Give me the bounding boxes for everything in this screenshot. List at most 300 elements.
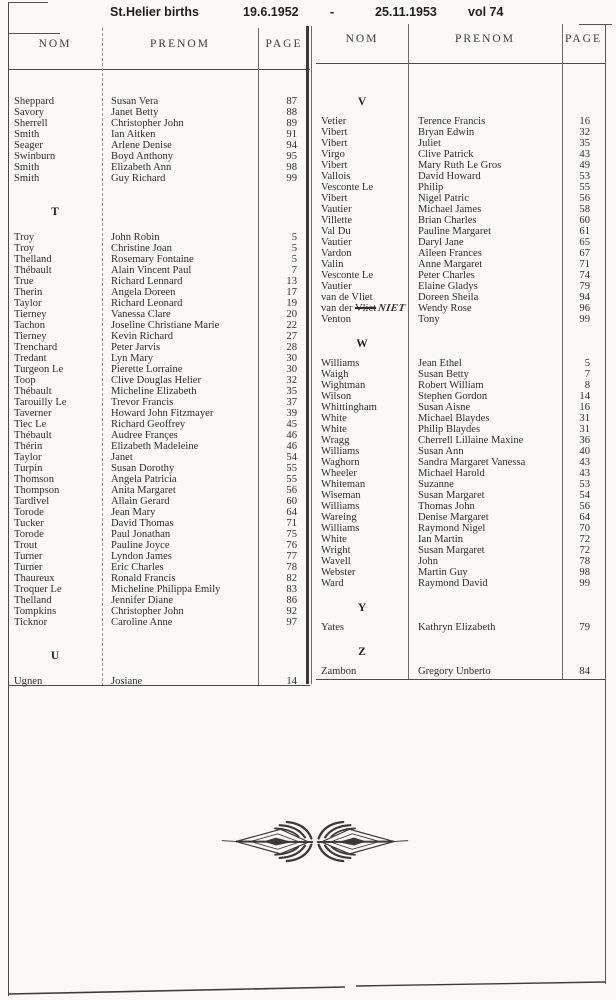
cell-prenom: Gregory Unberto: [418, 666, 491, 677]
cell-page: 27: [286, 331, 297, 342]
cell-page: 95: [286, 151, 297, 162]
cell-page: 82: [286, 573, 297, 584]
cell-prenom: Ian Aitken: [111, 129, 156, 140]
cell-nom: Waghorn: [321, 457, 360, 468]
cell-page: 97: [286, 617, 297, 628]
register-table-right: [316, 90, 605, 680]
cell-nom: White: [321, 413, 347, 424]
cell-nom: Tompkins: [14, 606, 57, 617]
cell-prenom: Tony: [418, 314, 440, 325]
table-row: [316, 578, 605, 589]
table-row: [316, 556, 605, 567]
cell-nom: Thelland: [14, 254, 52, 265]
cell-page: 19: [286, 298, 297, 309]
table-row: [8, 474, 310, 485]
cell-page: 16: [579, 402, 590, 413]
cell-page: 14: [579, 391, 590, 402]
table-row: [8, 254, 310, 265]
column-header-prenom: PRENOM: [455, 33, 515, 45]
cell-page: 16: [579, 116, 590, 127]
table-row: [316, 512, 605, 523]
cell-page: 32: [286, 375, 297, 386]
cell-page: 61: [579, 226, 590, 237]
cell-page: 5: [291, 254, 297, 265]
cell-nom: Vibert: [321, 138, 348, 149]
cell-nom: Yates: [321, 622, 345, 633]
cell-page: 39: [286, 408, 297, 419]
cell-prenom: Caroline Anne: [111, 617, 173, 628]
cell-prenom: Raymond Nigel: [418, 523, 486, 534]
cell-prenom: Anne Margaret: [418, 259, 483, 270]
cell-prenom: Susan Vera: [111, 96, 159, 107]
cell-nom: Vautier: [321, 204, 352, 215]
cell-nom: Savory: [14, 107, 45, 118]
cell-prenom: Richard Leonard: [111, 298, 183, 309]
cell-nom: Torode: [14, 507, 44, 518]
cell-nom: Vibert: [321, 160, 348, 171]
table-row: [8, 551, 310, 562]
cell-page: 67: [579, 248, 590, 259]
cell-nom: Thébault: [14, 430, 52, 441]
section-letter: Z: [358, 646, 366, 658]
table-row: [316, 457, 605, 468]
cell-page: 91: [286, 129, 297, 140]
cell-page: 7: [291, 265, 297, 276]
cell-prenom: John: [418, 556, 439, 567]
cell-prenom: Wendy Rose: [418, 303, 472, 314]
cell-prenom: Denise Margaret: [418, 512, 489, 523]
table-row: [8, 364, 310, 375]
page-border-right: [605, 24, 606, 984]
table-row: [316, 248, 605, 259]
cell-prenom: Anita Margaret: [111, 485, 176, 496]
cell-nom: Thomson: [14, 474, 55, 485]
cell-nom: Taylor: [14, 298, 42, 309]
cell-nom: Wilson: [321, 391, 352, 402]
cell-prenom: Suzanne: [418, 479, 454, 490]
table-row: [316, 204, 605, 215]
table-row: [8, 96, 310, 107]
cell-page: 88: [286, 107, 297, 118]
cell-prenom: Robert William: [418, 380, 484, 391]
volume-label: vol 74: [468, 5, 504, 19]
date-to: 25.11.1953: [375, 5, 437, 19]
cell-nom: Ugnen: [14, 676, 43, 687]
cell-nom: Troquer Le: [14, 584, 62, 595]
cell-nom: Smith: [14, 173, 40, 184]
cell-page: 28: [286, 342, 297, 353]
table-row: [8, 173, 310, 184]
table-row: [316, 116, 605, 127]
cell-prenom: Sandra Margaret Vanessa: [418, 457, 526, 468]
cell-prenom: Doreen Sheila: [418, 292, 479, 303]
corner-tick: [8, 33, 60, 34]
cell-page: 45: [286, 419, 297, 430]
table-row: [316, 215, 605, 226]
cell-nom: van der VlietNIET: [321, 303, 407, 314]
cell-nom: Vesconte Le: [321, 182, 374, 193]
cell-nom: van de Vliet: [321, 292, 373, 303]
cell-nom: Vetier: [321, 116, 347, 127]
cell-page: 60: [579, 215, 590, 226]
cell-prenom: Elaine Gladys: [418, 281, 478, 292]
cell-page: 60: [286, 496, 297, 507]
cell-nom: Vesconte Le: [321, 270, 374, 281]
table-row: [8, 265, 310, 276]
table-row: [8, 463, 310, 474]
cell-page: 76: [286, 540, 297, 551]
cell-nom: Whiteman: [321, 479, 366, 490]
cell-prenom: Christopher John: [111, 606, 184, 617]
cell-nom: Vibert: [321, 127, 348, 138]
cell-page: 78: [286, 562, 297, 573]
date-from: 19.6.1952: [243, 5, 299, 19]
cell-prenom: Angela Patricia: [111, 474, 177, 485]
table-row: [316, 501, 605, 512]
struck-text: Vliet: [354, 303, 377, 314]
cell-prenom: David Howard: [418, 171, 481, 182]
table-row: [8, 309, 310, 320]
cell-nom: Wightman: [321, 380, 366, 391]
table-row: [316, 138, 605, 149]
table-row: [8, 331, 310, 342]
table-row: [316, 237, 605, 248]
cell-nom: Wright: [321, 545, 351, 556]
cell-page: 54: [286, 452, 297, 463]
cell-nom: Turner: [14, 551, 43, 562]
cell-prenom: Susan Margaret: [418, 545, 485, 556]
table-row: [316, 369, 605, 380]
cell-nom: Tardivel: [14, 496, 50, 507]
cell-prenom: Susan Aisne: [418, 402, 471, 413]
cell-page: 55: [286, 474, 297, 485]
cell-prenom: Trevor Francis: [111, 397, 174, 408]
table-row: [316, 446, 605, 457]
cell-nom: Virgo: [321, 149, 345, 160]
cell-page: 8: [584, 380, 590, 391]
cell-prenom: Boyd Anthony: [111, 151, 174, 162]
cell-nom: Thompson: [14, 485, 60, 496]
cell-prenom: Martin Guy: [418, 567, 468, 578]
cell-nom: Val Du: [321, 226, 351, 237]
cell-nom: Tierney: [14, 309, 47, 320]
table-row: [8, 375, 310, 386]
table-row: [316, 171, 605, 182]
cell-prenom: Vanessa Clare: [111, 309, 171, 320]
table-row: [316, 435, 605, 446]
cell-prenom: Elizabeth Madeleine: [111, 441, 199, 452]
cell-prenom: Thomas John: [418, 501, 475, 512]
cell-prenom: Mary Ruth Le Gros: [418, 160, 502, 171]
table-row: [8, 162, 310, 173]
cell-nom: Ticknor: [14, 617, 48, 628]
cell-nom: Taverner: [14, 408, 52, 419]
column-header-nom: NOM: [345, 33, 379, 45]
cell-prenom: Jean Ethel: [418, 358, 462, 369]
cell-page: 78: [579, 556, 590, 567]
column-header-prenom: PRENOM: [150, 38, 210, 50]
table-row: [8, 140, 310, 151]
cell-page: 72: [579, 534, 590, 545]
cell-prenom: Ronald Francis: [111, 573, 176, 584]
cell-nom: Vallois: [321, 171, 351, 182]
cell-page: 30: [286, 353, 297, 364]
cell-page: 32: [579, 127, 590, 138]
cell-page: 70: [579, 523, 590, 534]
cell-nom: Turner: [14, 562, 43, 573]
cell-prenom: Josiane: [111, 676, 143, 687]
table-row: [316, 160, 605, 171]
table-row: [8, 287, 310, 298]
cell-page: 7: [584, 369, 590, 380]
cell-page: 65: [579, 237, 590, 248]
cell-nom: Wiseman: [321, 490, 361, 501]
table-row: [316, 149, 605, 160]
table-row: [8, 243, 310, 254]
cell-page: 98: [286, 162, 297, 173]
cell-prenom: Arlene Denise: [111, 140, 172, 151]
cell-nom: Zambon: [321, 666, 357, 677]
cell-page: 77: [286, 551, 297, 562]
cell-prenom: Clive Patrick: [418, 149, 474, 160]
cell-page: 37: [286, 397, 297, 408]
cell-nom: Taylor: [14, 452, 42, 463]
cell-nom: Thébault: [14, 386, 52, 397]
table-row: [8, 518, 310, 529]
cell-prenom: Pierette Lorraine: [111, 364, 183, 375]
cell-prenom: Philip: [418, 182, 444, 193]
cell-prenom: Peter Jarvis: [111, 342, 161, 353]
cell-prenom: Raymond David: [418, 578, 488, 589]
cell-page: 55: [286, 463, 297, 474]
cell-nom: Toop: [14, 375, 36, 386]
cell-page: 31: [579, 424, 590, 435]
cell-nom: Valin: [321, 259, 344, 270]
cell-prenom: Bryan Edwin: [418, 127, 475, 138]
cell-prenom: Michael Blaydes: [418, 413, 490, 424]
cell-page: 46: [286, 441, 297, 452]
cell-nom: Vautier: [321, 281, 352, 292]
cell-prenom: Jennifer Diane: [111, 595, 174, 606]
cell-nom: Tiec Le: [14, 419, 47, 430]
cell-page: 36: [579, 435, 590, 446]
cell-nom: White: [321, 424, 347, 435]
table-row: [316, 127, 605, 138]
column-header-page: PAGE: [265, 38, 303, 50]
cell-prenom: Lyn Mary: [111, 353, 154, 364]
corner-tick: [8, 2, 48, 3]
cell-prenom: Terence Francis: [418, 116, 486, 127]
cell-nom: Sherrell: [14, 118, 48, 129]
cell-nom: Turpin: [14, 463, 43, 474]
cell-page: 74: [579, 270, 590, 281]
cell-page: 56: [286, 485, 297, 496]
table-row: [316, 545, 605, 556]
cell-prenom: Juliet: [418, 138, 441, 149]
section-letter: U: [50, 650, 60, 662]
table-row: [8, 529, 310, 540]
cell-page: 86: [286, 595, 297, 606]
table-row: [316, 666, 605, 677]
register-table-left: [8, 90, 310, 686]
cell-nom: Sheppard: [14, 96, 55, 107]
cell-prenom: Paul Jonathan: [111, 529, 171, 540]
table-row: [8, 107, 310, 118]
cell-nom: Trout: [14, 540, 38, 551]
cell-nom: Tachon: [14, 320, 46, 331]
table-row: [316, 490, 605, 501]
corner-tick: [579, 24, 612, 25]
cell-page: 43: [579, 468, 590, 479]
table-row: [8, 129, 310, 140]
cell-prenom: Stephen Gordon: [418, 391, 488, 402]
cell-page: 92: [286, 606, 297, 617]
cell-prenom: Nigel Patric: [418, 193, 469, 204]
table-row: [316, 182, 605, 193]
cell-nom: Smith: [14, 129, 40, 140]
cell-page: 84: [579, 666, 590, 677]
cell-prenom: Susan Ann: [418, 446, 464, 457]
cell-page: 89: [286, 118, 297, 129]
cell-prenom: Christine Joan: [111, 243, 172, 254]
table-row: [316, 380, 605, 391]
cell-page: 46: [286, 430, 297, 441]
handwritten-correction: NIET: [377, 303, 407, 314]
column-header-page: PAGE: [565, 33, 602, 45]
table-row: [8, 441, 310, 452]
cell-nom: Webster: [321, 567, 356, 578]
cell-prenom: Audree Françes: [111, 430, 178, 441]
cell-prenom: Howard John Fitzmayer: [111, 408, 214, 419]
cell-page: 64: [579, 512, 590, 523]
cell-prenom: Michael James: [418, 204, 482, 215]
table-row: [8, 276, 310, 287]
table-row: [8, 419, 310, 430]
date-separator: -: [330, 5, 335, 19]
table-row: [316, 314, 605, 325]
cell-prenom: Ian Martin: [418, 534, 464, 545]
cell-prenom: Lyndon James: [111, 551, 172, 562]
cell-nom: Villette: [321, 215, 353, 226]
cell-page: 83: [286, 584, 297, 595]
cell-prenom: Kevin Richard: [111, 331, 174, 342]
cell-prenom: Richard Geoffrey: [111, 419, 186, 430]
cell-page: 13: [286, 276, 297, 287]
cell-page: 56: [579, 501, 590, 512]
table-row: [8, 573, 310, 584]
table-row: [316, 358, 605, 369]
cell-nom: Therin: [14, 287, 43, 298]
cell-nom: Tucker: [14, 518, 44, 529]
cell-prenom: Micheline Philippa Emily: [111, 584, 221, 595]
cell-prenom: Michael Harold: [418, 468, 485, 479]
table-row: [316, 622, 605, 633]
cell-nom: Williams: [321, 501, 360, 512]
cell-page: 98: [579, 567, 590, 578]
cell-prenom: Philip Blaydes: [418, 424, 481, 435]
cell-page: 99: [286, 173, 297, 184]
table-row: [8, 540, 310, 551]
table-row: [8, 617, 310, 628]
cell-prenom: Joseline Christiane Marie: [111, 320, 220, 331]
cell-prenom: Eric Charles: [111, 562, 164, 573]
table-row: [316, 259, 605, 270]
cell-nom: Troy: [14, 243, 35, 254]
cell-prenom: Cherrell Lillaine Maxine: [418, 435, 524, 446]
cell-page: 43: [579, 457, 590, 468]
cell-page: 53: [579, 479, 590, 490]
table-row: [316, 193, 605, 204]
table-row: [8, 342, 310, 353]
cell-nom: Thelland: [14, 595, 52, 606]
column-headers-left: [8, 38, 310, 50]
cell-page: 43: [579, 149, 590, 160]
cell-nom: Vibert: [321, 193, 348, 204]
table-row: [316, 226, 605, 237]
cell-page: 99: [579, 314, 590, 325]
table-row: [8, 232, 310, 243]
cell-page: 22: [286, 320, 297, 331]
section-letter: T: [51, 206, 59, 218]
cell-prenom: Pauline Margaret: [418, 226, 492, 237]
page-title: St.Helier births: [110, 5, 199, 19]
table-row: [8, 397, 310, 408]
table-row: [8, 298, 310, 309]
cell-nom: Vardon: [321, 248, 352, 259]
cell-nom: Swinburn: [14, 151, 56, 162]
cell-nom: Smith: [14, 162, 40, 173]
table-row: [316, 292, 605, 303]
cell-page: 40: [579, 446, 590, 457]
cell-page: 71: [579, 259, 590, 270]
rule-center-thin: [311, 26, 312, 684]
cell-page: 20: [286, 309, 297, 320]
cell-nom: Whittingham: [321, 402, 377, 413]
cell-nom: Turgeon Le: [14, 364, 64, 375]
cell-nom: Thérin: [14, 441, 43, 452]
cell-prenom: Guy Richard: [111, 173, 166, 184]
cell-nom: Waigh: [321, 369, 349, 380]
cell-nom: Williams: [321, 446, 360, 457]
cell-page: 79: [579, 281, 590, 292]
cell-nom: Wragg: [321, 435, 350, 446]
table-row: [8, 408, 310, 419]
table-row: [316, 270, 605, 281]
header-underline-left: [8, 69, 310, 70]
table-row: [8, 606, 310, 617]
table-row: [316, 303, 605, 314]
cell-nom: Tarouilly Le: [14, 397, 67, 408]
table-row: [316, 413, 605, 424]
cell-nom: Thébault: [14, 265, 52, 276]
table-row: [8, 118, 310, 129]
cell-nom: Williams: [321, 523, 360, 534]
cell-prenom: Susan Dorothy: [111, 463, 175, 474]
cell-page: 58: [579, 204, 590, 215]
cell-page: 14: [286, 676, 297, 687]
table-row: [8, 151, 310, 162]
cell-page: 94: [286, 140, 297, 151]
cell-prenom: Rosemary Fontaine: [111, 254, 194, 265]
section-letter: V: [357, 96, 367, 108]
cell-prenom: Kathryn Elizabeth: [418, 622, 496, 633]
cell-prenom: Christopher John: [111, 118, 184, 129]
cell-prenom: Daryl Jane: [418, 237, 464, 248]
cell-page: 53: [579, 171, 590, 182]
table-row: [8, 595, 310, 606]
cell-prenom: Susan Betty: [418, 369, 469, 380]
cell-prenom: Angela Doreen: [111, 287, 176, 298]
